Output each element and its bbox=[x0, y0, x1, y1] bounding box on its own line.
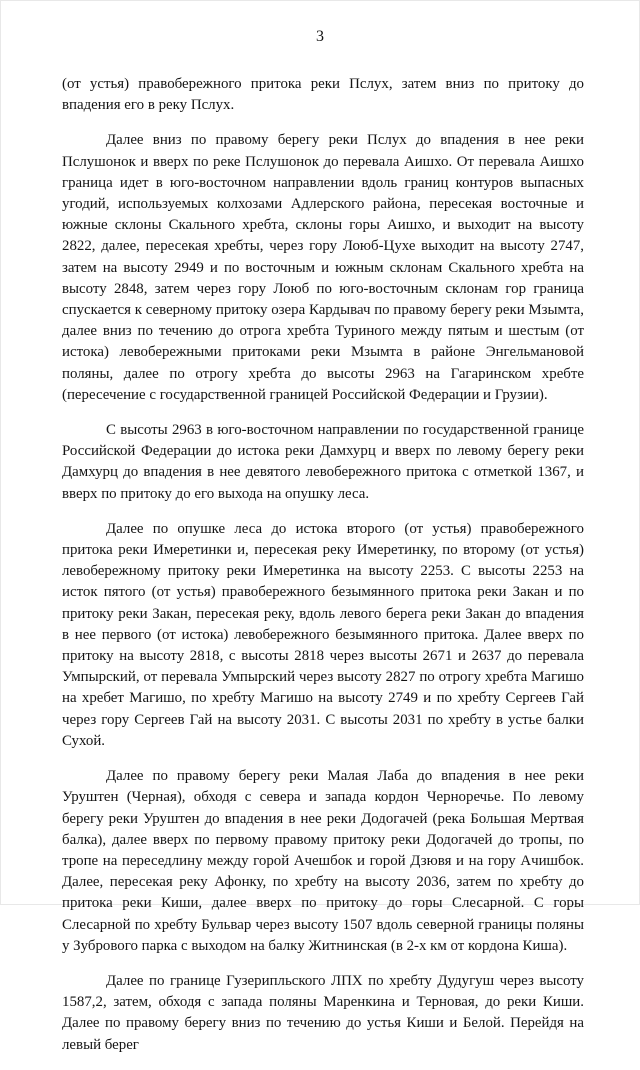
paragraph: Далее по правому берегу реки Малая Лаба до впадения в нее реки Уруштен (Черная), обходя с севера и запада кордон Черноречье. По левому берегу реки Уруштен до впадения в нее реки Додогачей (река Большая Мертвая балка), далее вверх по первому правому притоку реки Додогачей до тропы, по тропе на переседлину между горой Ачешбок и горой Дзювя и на гору Ачишбок. Далее, пересекая реку Афонку, по хребту на высоту 2036, затем по хребту до притока реки Киши, далее вверх по притоку до горы Слесарной. С горы Слесарной по хребту Бульвар через высоту 1507 вдоль северной границы поляны у Зубрового парка с выходом на балку Житнинская (в 2-х км от кордона Киша). bbox=[62, 768, 584, 954]
paragraph: (от устья) правобережного притока реки Пслух, затем вниз по притоку до впадения его в реку Пслух. bbox=[62, 76, 584, 114]
paragraph: Далее по границе Гузерипльского ЛПХ по хребту Дудугуш через высоту 1587,2, затем, обходя с запада поляны Маренкина и Терновая, до реки Киши. Далее по правому берегу вниз по течению до устья Киши и Белой. Перейдя на левый берег bbox=[62, 972, 584, 1053]
paragraph: Далее по опушке леса до истока второго (от устья) правобережного притока реки Имеретинки и, пересекая реку Имеретинку, по второму (от устья) левобережному притоку реки Имеретинка на высоту 2253. С высоты 2253 на исток пятого (от устья) правобережного безымянного притока реки Закан и по притоку реки Закан, пересекая реку, вдоль левого берега реки Закан до впадения в нее первого (от истока) левобережного безымянного притока. Далее вверх по притоку на высоту 2818, с высоты 2818 через высоты 2671 и 2637 до перевала Умпырский, от перевала Умпырский через высоту 2827 по отрогу хребта Магишо на хребет Магишо, по хребту Магишо на высоту 2749 и по хребту Сергеев Гай через гору Сергеев Гай на высоту 2031. С высоты 2031 по хребту в устье балки Сухой. bbox=[62, 520, 584, 749]
document-body bbox=[62, 74, 584, 1070]
page-number: 3 bbox=[316, 28, 324, 45]
paragraph: Далее вниз по правому берегу реки Пслух до впадения в нее реки Пслушонок и вверх по реке Пслушонок до перевала Аишхо. От перевала Аишхо граница идет в юго-восточном направлении вдоль границ контуров выпасных угодий, используемых колхозами Адлерского района, пересекая восточные и южные склоны Скального хребта, склоны горы Аишхо, и выходит на высоту 2822, далее, пересекая хребты, через гору Лоюб-Цухе выходит на высоту 2747, затем на высоту 2949 и по восточным и южным склонам Скального хребта на высоту 2848, затем через гору Лоюб по юго-восточным склонам гор граница спускается к северному притоку озера Кардывач по правому берегу реки Мзымта, далее вниз по течению до отрога хребта Туриного между пятым и шестым (от истока) левобережными притоками реки Мзымта в районе Энгельмановой поляны, далее по отрогу хребта до высоты 2963 на Гагаринском хребте (пересечение с государственной границей Российской Федерации и Грузии). bbox=[62, 132, 584, 403]
paragraph: С высоты 2963 в юго-восточном направлении по государственной границе Российской Федерации до истока реки Дамхурц и вверх по левому берегу реки Дамхурц до впадения в нее девятого левобережного притока с отметкой 1367, и вверх по притоку до его выхода на опушку леса. bbox=[62, 422, 584, 502]
